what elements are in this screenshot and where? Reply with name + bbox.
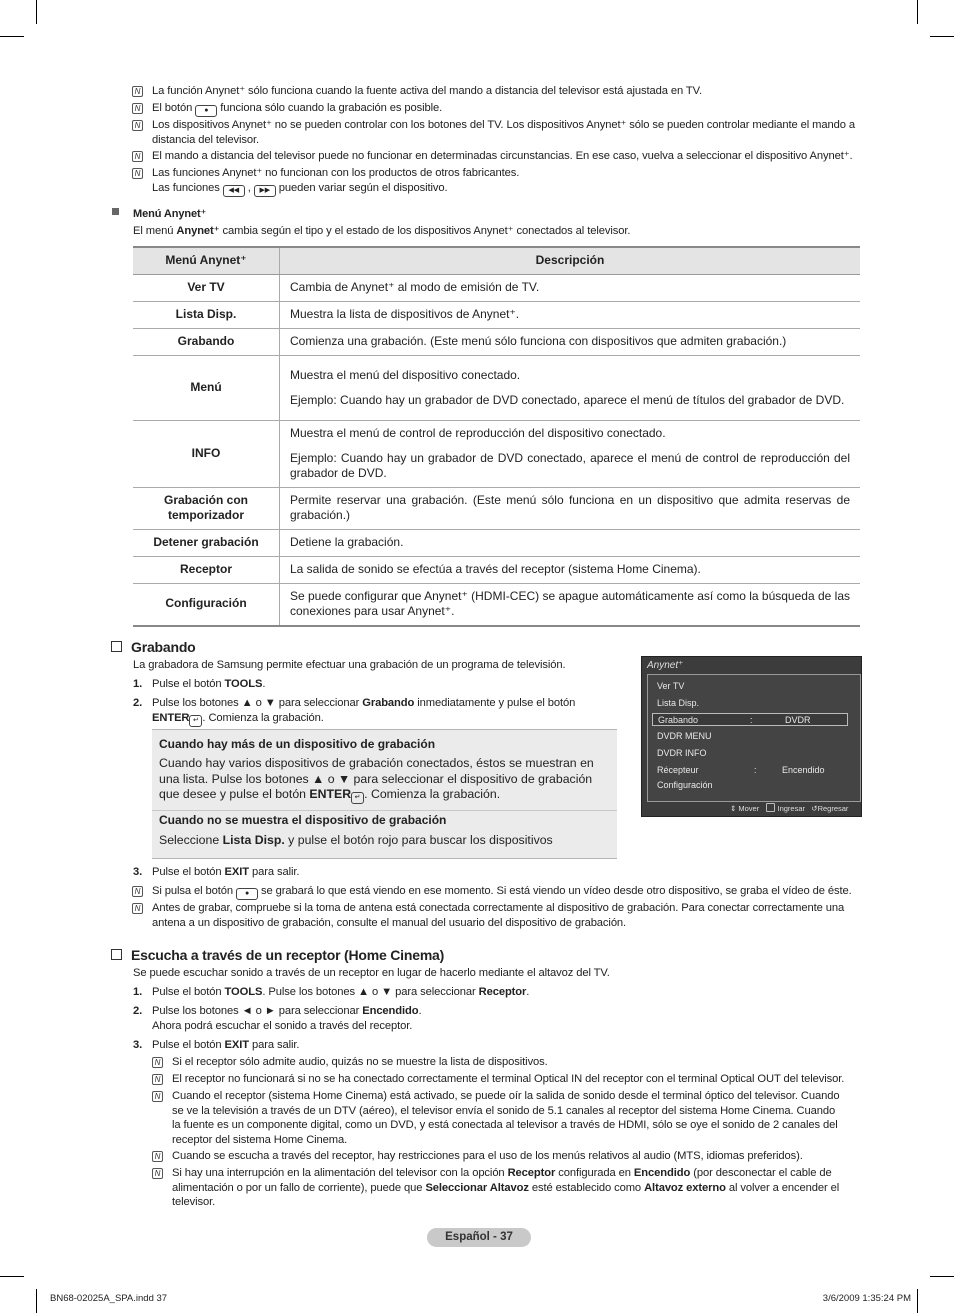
- note-item: [132, 101, 862, 117]
- info-box-text: Cuando hay varios dispositivos de grabación conectados, éstos se muestran en una lista. Pulse los botones ▲ o ▼ para seleccionar el dispositivo de grabación que desee y pulse el botón ENTER ↵ . Comienza la grabación.: [159, 756, 609, 804]
- note-pencil-icon: N: [132, 86, 143, 97]
- page-number: Español - 37: [427, 1228, 531, 1247]
- note-text: La función Anynet⁺ sólo funciona cuando la fuente activa del mando a distancia del televisor está ajustada en TV.: [152, 85, 703, 97]
- table-header: Menú Anynet⁺: [133, 247, 280, 275]
- menu-item-name: INFO: [133, 421, 280, 488]
- note-pencil-icon: N: [132, 151, 143, 162]
- tv-menu-row-selected: Grabando : DVDR: [652, 713, 848, 726]
- info-box-heading: Cuando hay más de un dispositivo de grabación: [159, 737, 436, 751]
- note-text: Las funciones Anynet⁺ no funcionan con los productos de otros fabricantes.: [152, 167, 520, 179]
- crop-mark: [917, 0, 918, 24]
- note-text: Cuando se escucha a través del receptor, hay restricciones para el uso de los menús relativos al audio (MTS, idiomas preferidos).: [172, 1150, 803, 1162]
- note-text: El receptor no funcionará si no se ha conectado correctamente el terminal Optical IN del receptor con el terminal Optical OUT del televisor.: [172, 1073, 845, 1085]
- menu-item-desc: Permite reservar una grabación. (Este menú sólo funciona en un dispositivo que admita reservas de grabación.): [280, 487, 861, 529]
- note-pencil-icon: N: [132, 886, 143, 897]
- note-pencil-icon: N: [132, 120, 143, 131]
- note-text: Si el receptor sólo admite audio, quizás no se muestre la lista de dispositivos.: [172, 1056, 548, 1068]
- note-pencil-icon: N: [152, 1091, 163, 1102]
- checkbox-square-icon: [111, 641, 122, 652]
- note-pencil-icon: N: [132, 103, 143, 114]
- note-item: [152, 1149, 842, 1164]
- section-intro: La grabadora de Samsung permite efectuar una grabación de un programa de televisión.: [133, 659, 566, 671]
- step-item: 2. Pulse los botones ▲ o ▼ para seleccionar Grabando inmediatamente y pulse el botón ENTER ↵ . Comienza la grabación.: [133, 696, 603, 727]
- menu-item-desc: Muestra el menú del dispositivo conectado. Ejemplo: Cuando hay un grabador de DVD conectado, aparece el menú de títulos del grabador de DVD.: [280, 356, 861, 421]
- note-item: N Si pulsa el botón ● se grabará lo que está viendo en ese momento. Si está viendo un vídeo desde otro dispositivo, se graba el vídeo de éste.: [132, 884, 862, 900]
- crop-mark: [36, 0, 37, 24]
- tv-menu-row: Ver TV: [657, 681, 685, 691]
- menu-item-desc: Se puede configurar que Anynet⁺ (HDMI-CEC) se apague automáticamente así como la búsqueda de las conexiones para usar Anynet⁺.: [280, 583, 861, 626]
- section-heading: Grabando: [111, 639, 196, 655]
- section-title: Menú Anynet⁺: [133, 208, 207, 220]
- tv-menu-panel: [647, 674, 861, 802]
- menu-item-desc: Detiene la grabación.: [280, 529, 861, 556]
- menu-item-name: Detener grabación: [133, 529, 280, 556]
- note-pencil-icon: N: [132, 168, 143, 179]
- note-pencil-icon: N: [132, 903, 143, 914]
- info-box-text: Seleccione Lista Disp. y pulse el botón rojo para buscar los dispositivos: [159, 833, 553, 847]
- footer-timestamp: 3/6/2009 1:35:24 PM: [822, 1293, 911, 1304]
- menu-item-desc: La salida de sonido se efectúa a través del receptor (sistema Home Cinema).: [280, 556, 861, 583]
- record-button-icon: ●: [236, 888, 258, 900]
- note-pencil-icon: N: [152, 1074, 163, 1085]
- crop-mark: [930, 36, 954, 37]
- note-item: N Si hay una interrupción en la alimentación del televisor con la opción Receptor configurada en Encendido (por desconectar el cable de alimentación o por un fallo de corriente), puede que Seleccionar Altavoz esté establecido como Altavoz externo al volver a encender el televisor.: [152, 1166, 842, 1210]
- checkbox-square-icon: [111, 949, 122, 960]
- tv-menu-row: Configuración: [657, 780, 713, 790]
- note-pencil-icon: N: [152, 1151, 163, 1162]
- crop-mark: [917, 1289, 918, 1313]
- menu-item-name: Grabando: [133, 329, 280, 356]
- crop-mark: [0, 1276, 24, 1277]
- table-row: [133, 275, 860, 302]
- menu-item-name: Grabación con temporizador: [133, 487, 280, 529]
- menu-item-name: Ver TV: [133, 275, 280, 302]
- fast-forward-button-icon: ▶▶: [254, 185, 276, 197]
- bullet-square-icon: [112, 208, 119, 215]
- table-header: Descripción: [280, 247, 861, 275]
- table-row: [133, 421, 860, 488]
- note-text: Las funciones: [152, 181, 223, 194]
- note-text: pueden variar según el dispositivo.: [275, 181, 448, 194]
- note-text: funciona sólo cuando la grabación es posible.: [217, 102, 443, 114]
- tv-menu-footer: ⇕ Mover Ingresar ↺Regresar: [730, 804, 849, 813]
- tv-menu-row: DVDR INFO: [657, 748, 707, 758]
- return-icon: ↺: [811, 804, 818, 813]
- note-item: N Las funciones Anynet⁺ no funcionan con los productos de otros fabricantes. Las funciones ◀◀ , ▶▶ pueden variar según el dispositivo.: [132, 166, 862, 197]
- note-text: El mando a distancia del televisor puede no funcionar en determinadas circunstancias. En ese caso, vuelva a seleccionar el dispositivo Anynet⁺.: [152, 150, 853, 162]
- crop-mark: [930, 1276, 954, 1277]
- note-text: Cuando el receptor (sistema Home Cinema) está activado, se puede oír la salida de sonido desde el terminal óptico del televisor. Cuando se ve la televisión a través de un DTV (aéreo), el televisor envía el sonido de 5.1 canales al receptor del sistema Home Cinema. Cuando la fuente es un componente digital, como un DVD, y está conectada al televisor a través de HDMI, sólo se oye el sonido de 2 canales del receptor del sistema Home Cinema.: [172, 1090, 840, 1146]
- move-arrows-icon: ⇕: [730, 804, 737, 813]
- menu-item-desc: Muestra el menú de control de reproducción del dispositivo conectado. Ejemplo: Cuando hay un grabador de DVD conectado, aparece el menú de control de reproducción del grabador de DVD.: [280, 421, 861, 488]
- record-button-icon: ●: [195, 105, 217, 117]
- note-pencil-icon: N: [152, 1057, 163, 1068]
- note-pencil-icon: N: [152, 1168, 163, 1179]
- menu-item-name: Menú: [133, 356, 280, 421]
- enter-icon: [766, 803, 775, 812]
- section-intro: El menú Anynet⁺ cambia según el tipo y el estado de los dispositivos Anynet⁺ conectados al televisor.: [133, 225, 631, 237]
- info-box: [152, 729, 617, 859]
- anynet-menu-table: [133, 246, 860, 627]
- menu-item-name: Lista Disp.: [133, 302, 280, 329]
- table-row: [133, 487, 860, 529]
- tv-menu-row: Récepteur : Encendido: [657, 765, 825, 775]
- note-item: [132, 84, 862, 99]
- step-item: 1. Pulse el botón TOOLS. Pulse los botones ▲ o ▼ para seleccionar Receptor.: [133, 986, 530, 998]
- divider: [152, 810, 617, 811]
- crop-mark: [0, 36, 24, 37]
- menu-item-name: Receptor: [133, 556, 280, 583]
- rewind-button-icon: ◀◀: [223, 185, 245, 197]
- note-item: [152, 1055, 842, 1070]
- menu-item-name: Configuración: [133, 583, 280, 626]
- note-item: [132, 118, 862, 147]
- note-item: [132, 149, 862, 164]
- table-row: [133, 302, 860, 329]
- section-heading: Escucha a través de un receptor (Home Cinema): [111, 947, 444, 963]
- menu-item-desc: Comienza una grabación. (Este menú sólo funciona con dispositivos que admiten grabación.): [280, 329, 861, 356]
- table-row: [133, 583, 860, 626]
- note-text: Antes de grabar, compruebe si la toma de antena está conectada correctamente al dispositivo de grabación. Para conectar correctamente una antena a un dispositivo de grabación, consulte el manual del usuario del dispositivo de grabación.: [152, 902, 845, 929]
- note-text: Los dispositivos Anynet⁺ no se pueden controlar con los botones del TV. Los dispositivos Anynet⁺ sólo se pueden controlar mediante el mando a distancia del televisor.: [152, 119, 855, 146]
- tv-menu-row: DVDR MENU: [657, 731, 712, 741]
- table-row: [133, 556, 860, 583]
- step-item: 3. Pulse el botón EXIT para salir.: [133, 1039, 300, 1051]
- step-item: 1. Pulse el botón TOOLS.: [133, 678, 266, 690]
- enter-key-icon: ↵: [189, 715, 202, 727]
- note-item: [152, 1072, 852, 1087]
- menu-item-desc: Cambia de Anynet⁺ al modo de emisión de TV.: [280, 275, 861, 302]
- note-item: [132, 901, 862, 930]
- footer-file-info: BN68-02025A_SPA.indd 37: [50, 1293, 168, 1304]
- crop-mark: [36, 1289, 37, 1313]
- enter-key-icon: ↵: [351, 792, 364, 804]
- table-row: [133, 329, 860, 356]
- section-intro: Se puede escuchar sonido a través de un receptor en lugar de hacerlo mediante el altavoz del TV.: [133, 967, 610, 979]
- step-item: 3. Pulse el botón EXIT para salir.: [133, 866, 300, 878]
- note-item: [152, 1089, 842, 1147]
- tv-menu-screenshot: [641, 656, 862, 817]
- note-text: El botón: [152, 102, 196, 114]
- menu-item-desc: Muestra la lista de dispositivos de Anynet⁺.: [280, 302, 861, 329]
- table-row: [133, 356, 860, 421]
- step-item: 2. Pulse los botones ◄ o ► para seleccionar Encendido. Ahora podrá escuchar el sonido a través del receptor.: [133, 1005, 422, 1032]
- tv-menu-row: Lista Disp.: [657, 698, 700, 708]
- anynet-logo: Anynet⁺: [647, 660, 684, 671]
- table-row: [133, 529, 860, 556]
- info-box-heading: Cuando no se muestra el dispositivo de grabación: [159, 813, 447, 827]
